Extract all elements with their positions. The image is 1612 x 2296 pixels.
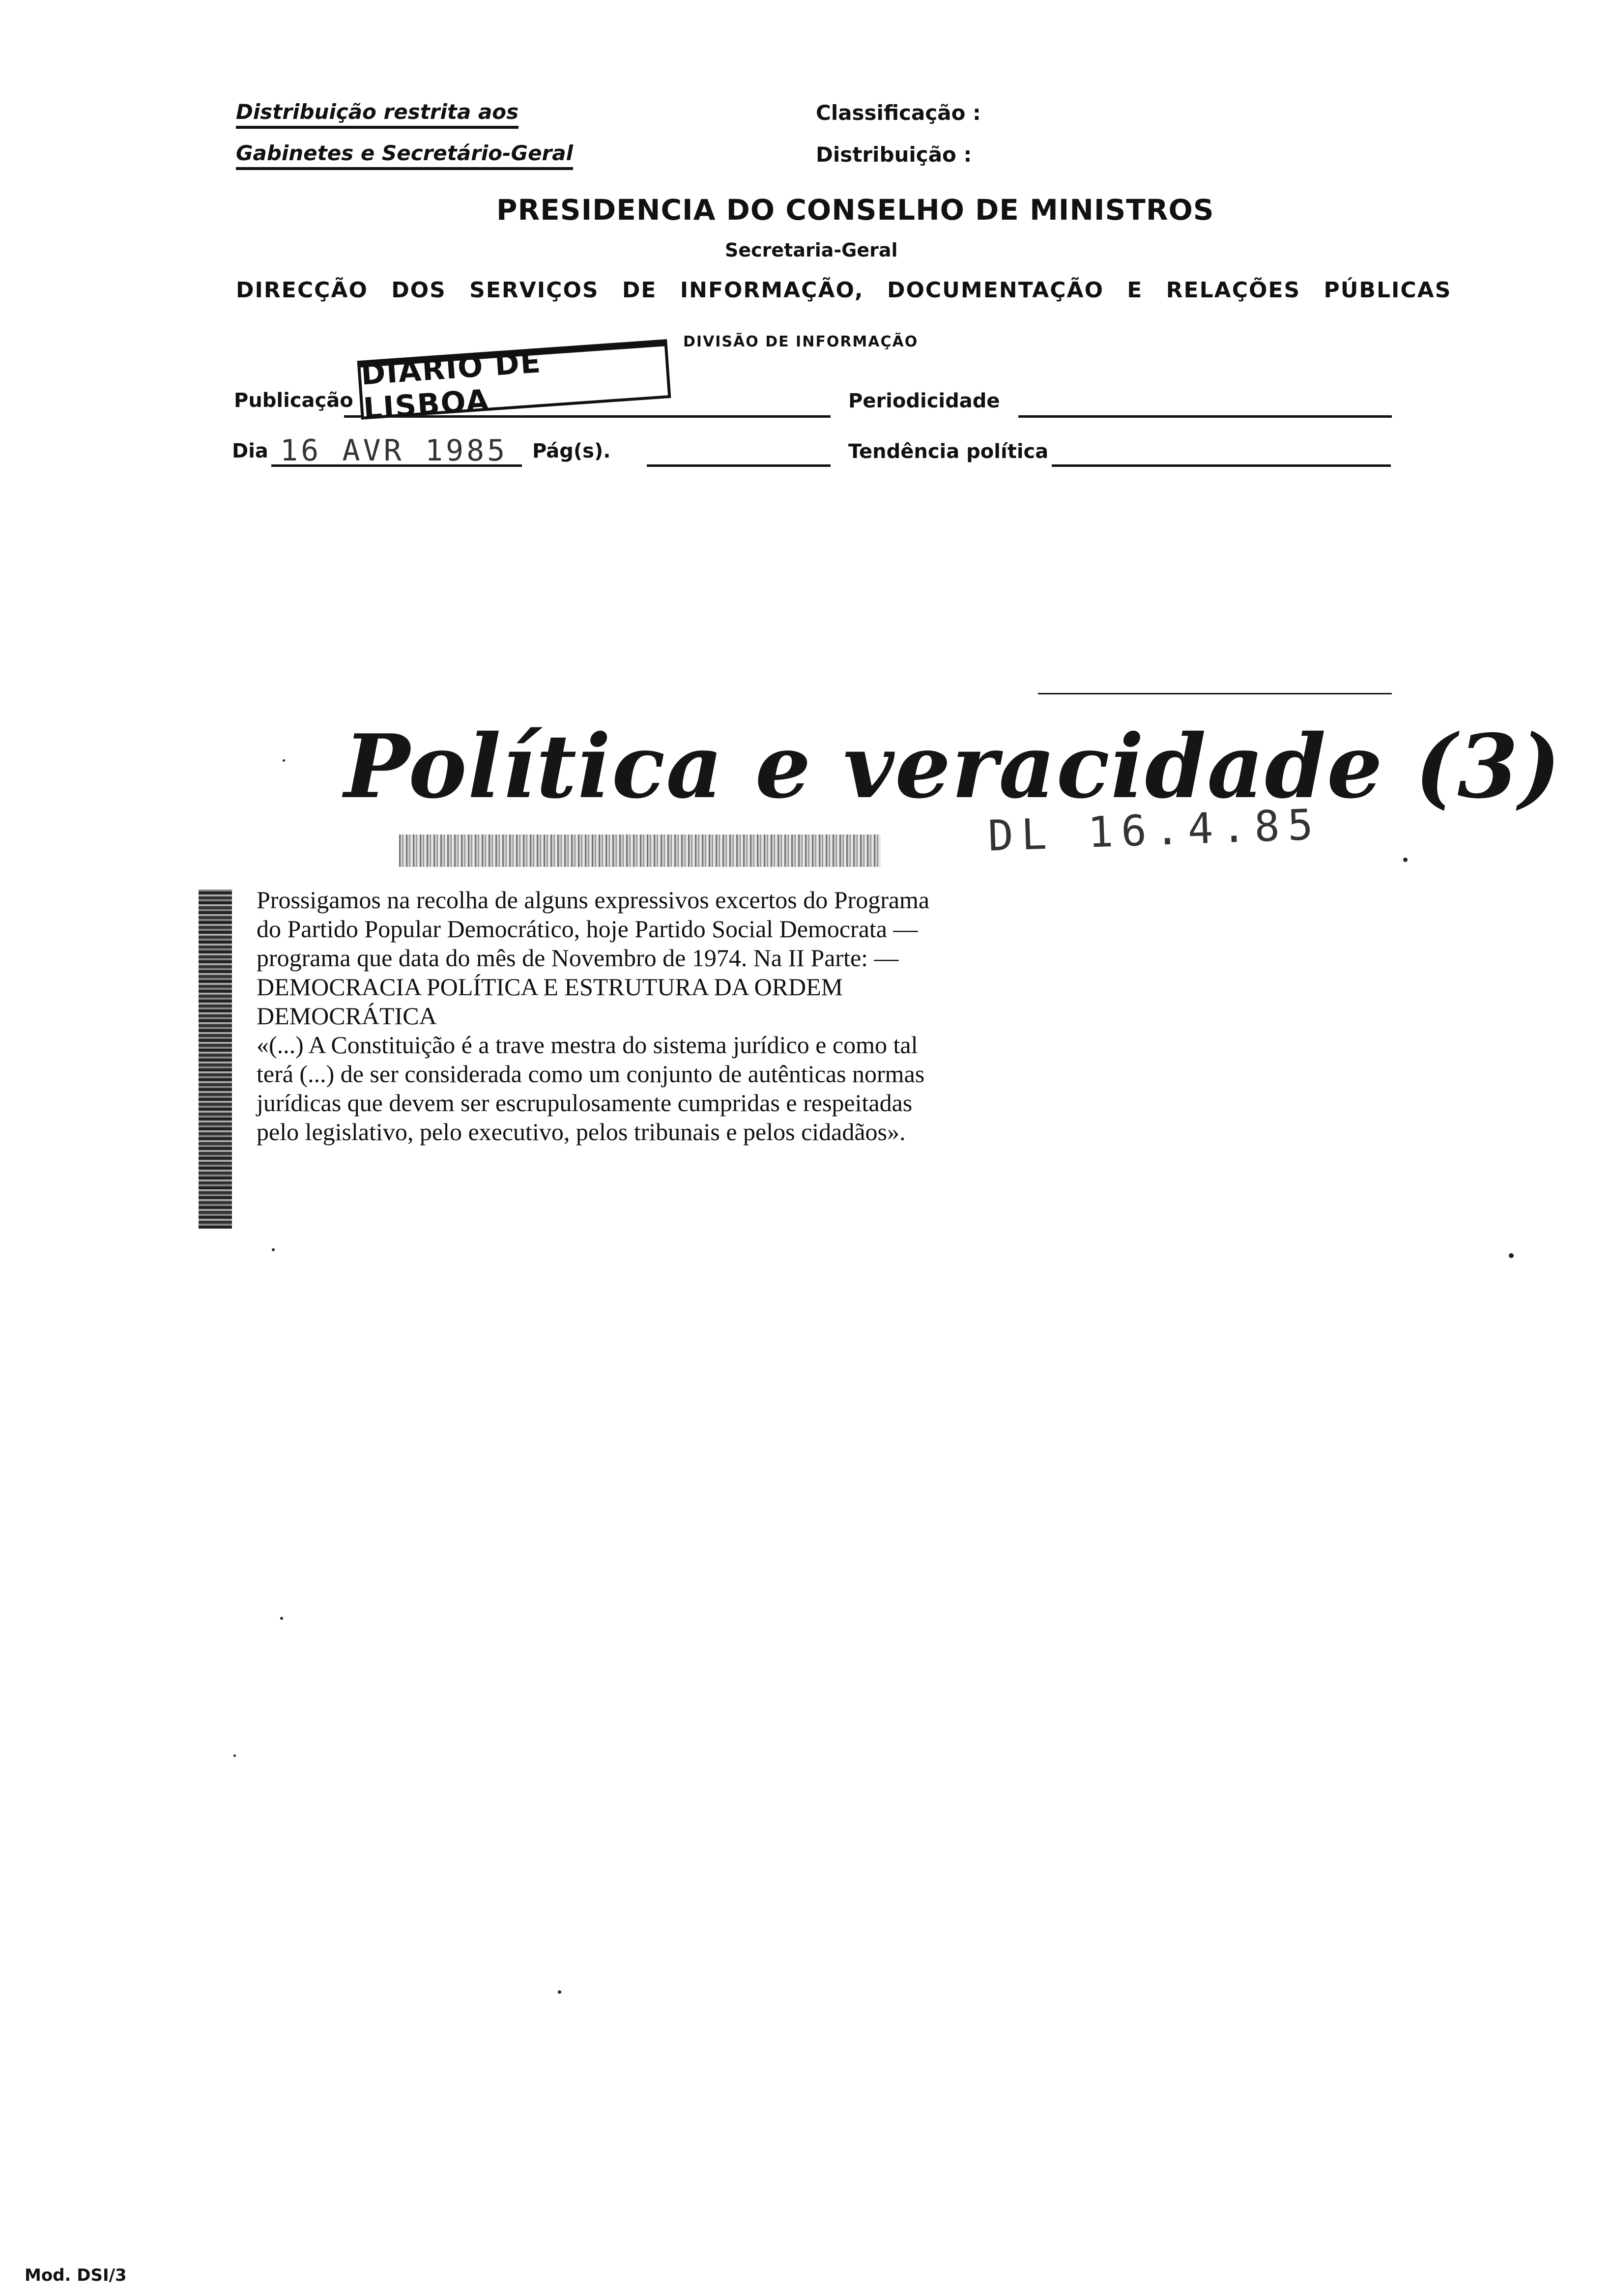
political-tendency-field-line xyxy=(1052,464,1391,467)
article-side-bar xyxy=(199,890,232,1229)
distribution-restriction-line2: Gabinetes e Secretário-Geral xyxy=(236,141,573,165)
article-body xyxy=(257,886,930,1147)
clipping-scan-noise xyxy=(399,834,881,867)
distribution-label: Distribuição : xyxy=(816,143,972,167)
form-code: Mod. DSI/3 xyxy=(25,2266,127,2285)
classification-label: Classificação : xyxy=(816,101,981,125)
publication-stamp: DIARIO DE LISBOA xyxy=(357,339,671,420)
scan-speck xyxy=(1509,1253,1514,1258)
day-label: Dia xyxy=(232,440,268,462)
pages-label: Pág(s). xyxy=(532,440,611,462)
scan-speck xyxy=(272,1248,275,1251)
department-line: DIRECÇÃO DOS SERVIÇOS DE INFORMAÇÃO, DOCUMENTAÇÃO E RELAÇÕES PÚBLICAS xyxy=(236,278,1452,303)
publication-label: Publicação xyxy=(234,389,353,412)
scan-speck xyxy=(280,1617,283,1620)
handwritten-note: DL 16.4.85 xyxy=(987,800,1322,861)
scan-speck xyxy=(233,1754,236,1757)
political-tendency-label: Tendência política xyxy=(848,440,1049,463)
periodicity-field-line xyxy=(1018,415,1392,418)
headline-rule xyxy=(1038,693,1392,694)
scan-speck xyxy=(1403,858,1408,862)
scan-speck xyxy=(283,759,285,762)
division-label: DIVISÃO DE INFORMAÇÃO xyxy=(683,333,919,350)
page-title: PRESIDENCIA DO CONSELHO DE MINISTROS xyxy=(496,193,1214,227)
periodicity-label: Periodicidade xyxy=(848,390,1000,412)
date-field-line xyxy=(271,464,522,467)
scan-speck xyxy=(558,1990,561,1994)
distribution-restriction-line1: Distribuição restrita aos xyxy=(236,100,518,124)
article-paragraph: «(...) A Constituição é a trave mestra do sistema jurídico e como tal terá (...) de ser considerada como um conjunto de autênticas normas jurídicas que devem ser escrupulosamente cumpridas e respeitadas pelo legislativo, pelo executivo, pelos tribunais e pelos cidadãos». xyxy=(257,1031,925,1146)
article-headline: Política e veracidade (3) xyxy=(344,715,1562,818)
date-value: 16 AVR 1985 xyxy=(280,433,508,468)
page-subtitle: Secretaria-Geral xyxy=(725,239,898,261)
article-paragraph: Prossigamos na recolha de alguns expressivos excertos do Programa do Partido Popular Democrático, hoje Partido Social Democrata — programa que data do mês de Novembro de 1974. Na II Parte: — DEMOCRACIA POLÍTICA E ESTRUTURA DA ORDEM DEMOCRÁTICA xyxy=(257,886,930,1030)
pages-field-line xyxy=(647,464,831,467)
